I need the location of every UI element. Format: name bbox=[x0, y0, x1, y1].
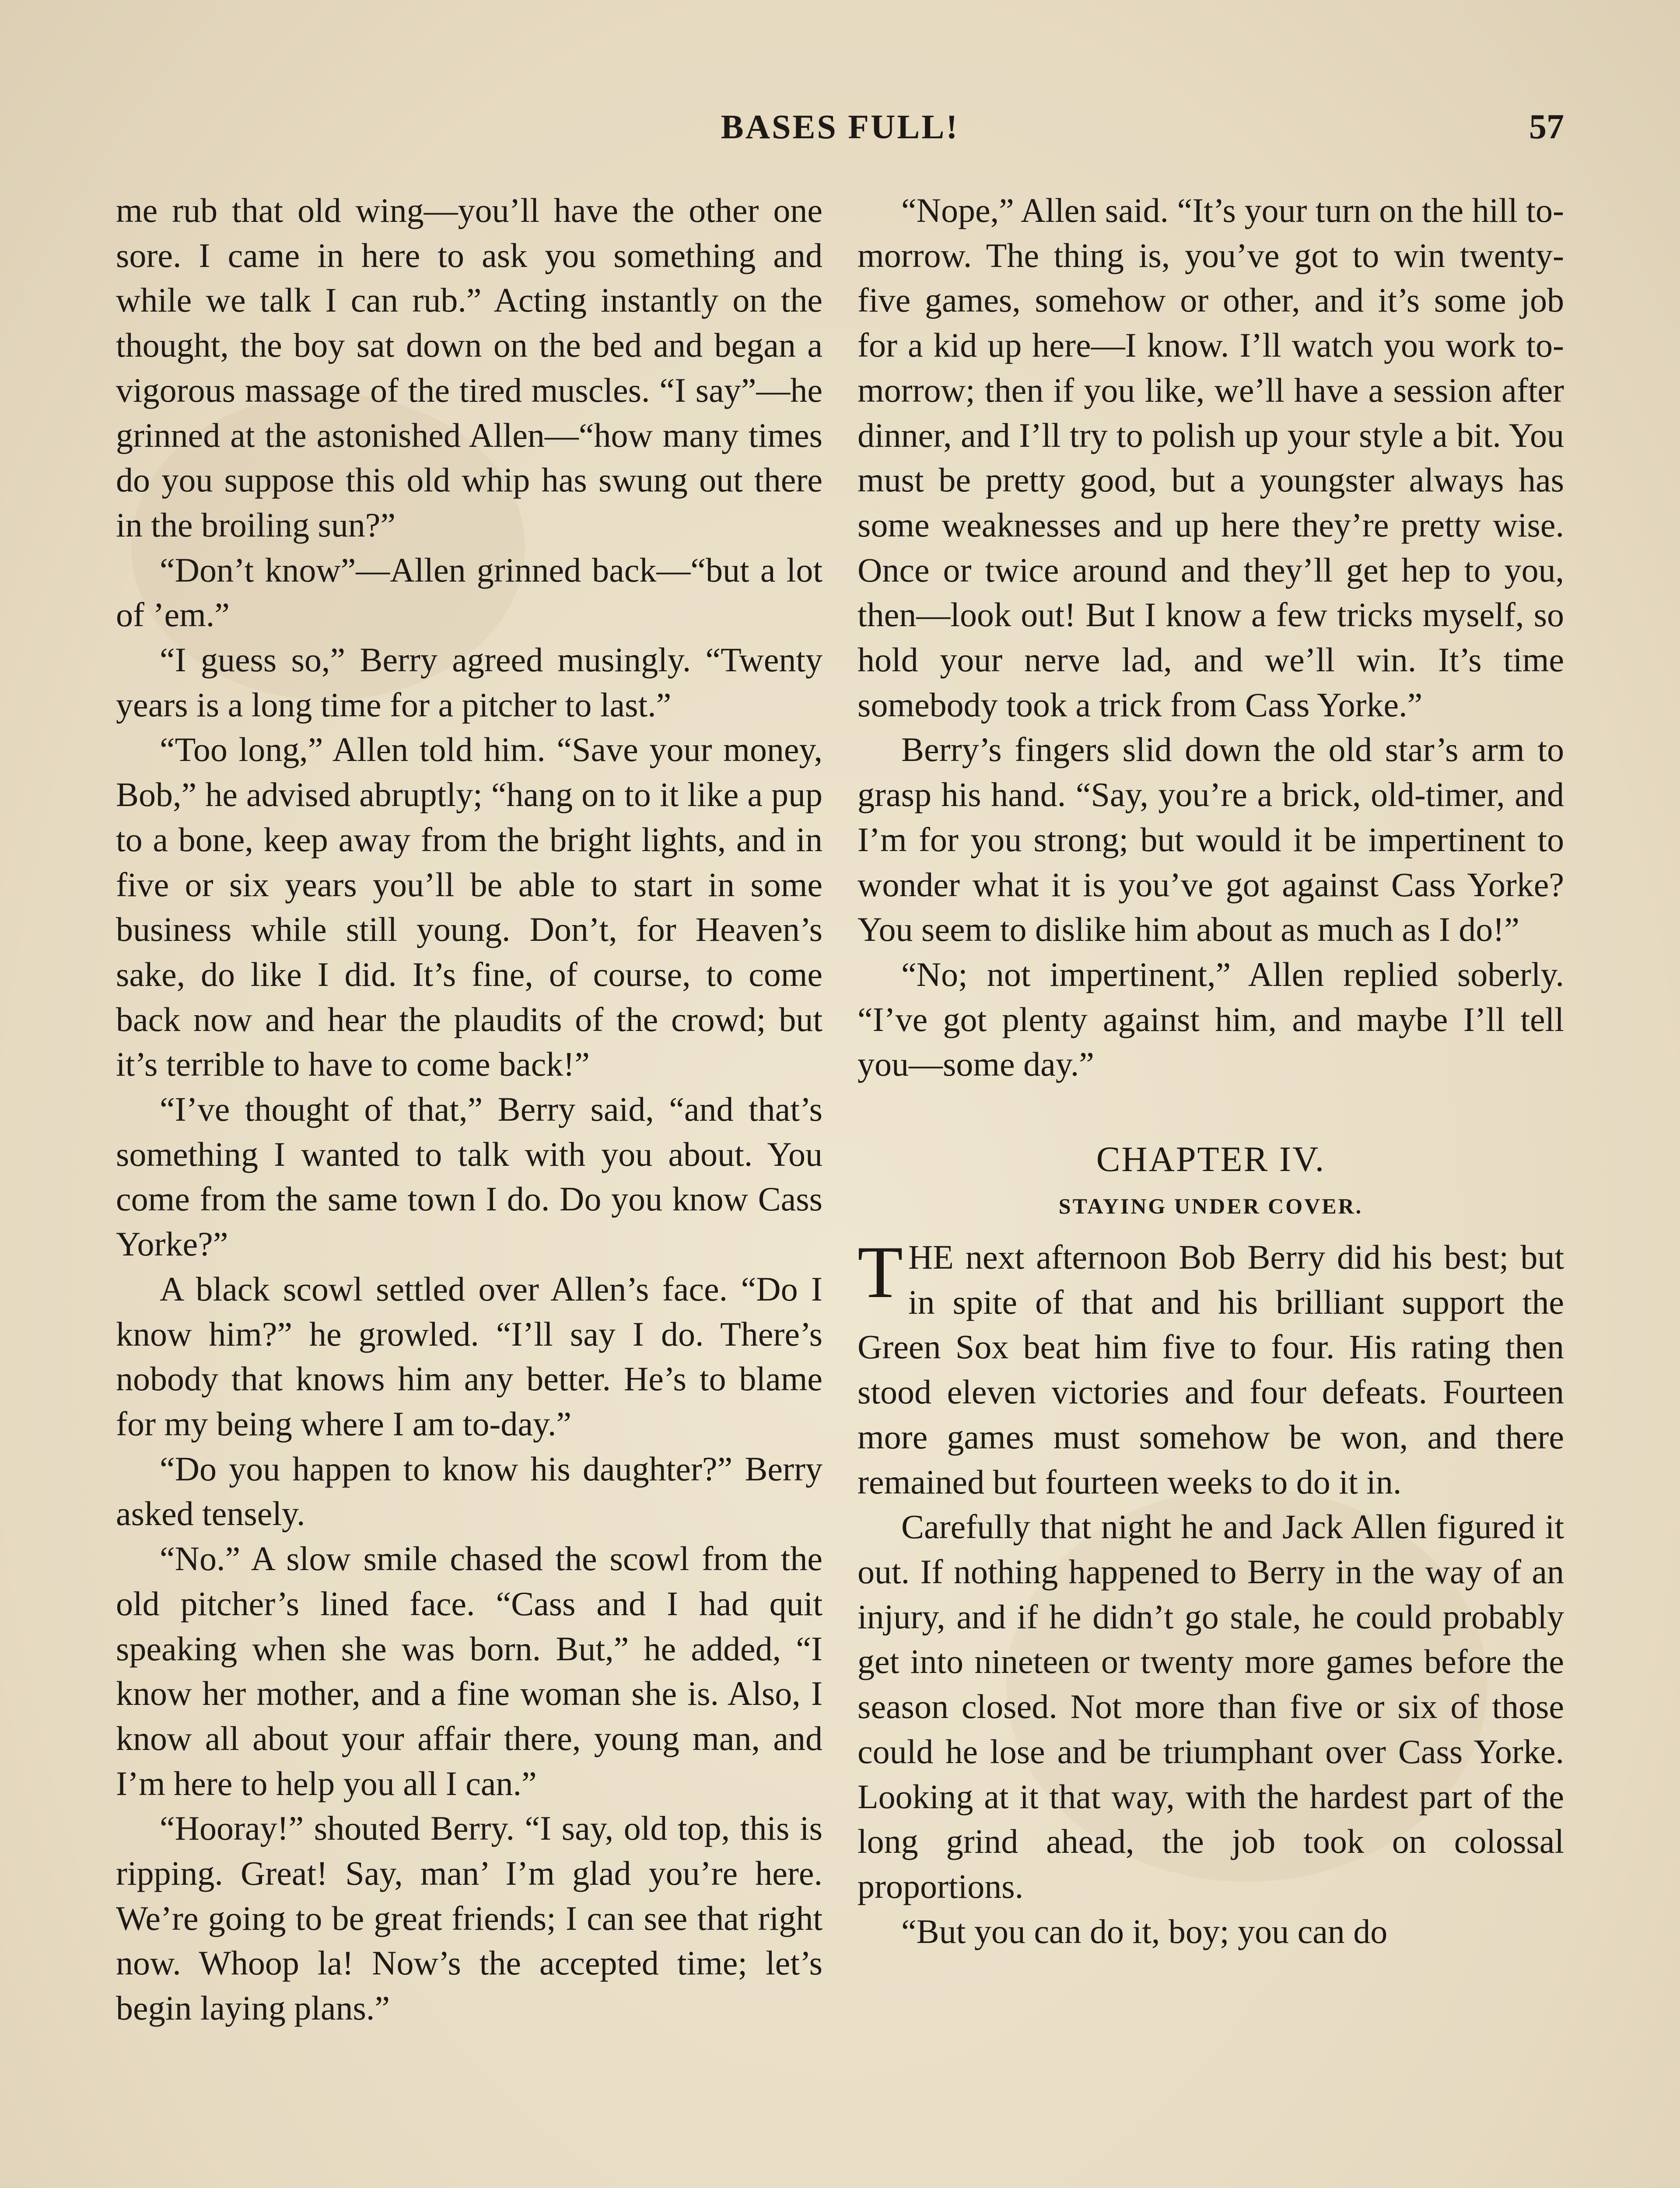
paragraph: “Nope,” Allen said. “It’s your turn on the hill to-morrow. The thing is, you’ve got to win twenty-five games, somehow or other, and it’s some job for a kid up here—I know. I’ll watch you work to-morrow; then if you like, we’ll have a session after dinner, and I’ll try to polish up your style a bit. You must be pretty good, but a youngster always has some weaknesses and up here they’re pretty wise. Once or twice around and they’ll get hep to you, then—look out! But I know a few tricks myself, so hold your nerve lad, and we’ll win. It’s time somebody took a trick from Cass Yorke.” bbox=[858, 191, 1564, 724]
text-columns bbox=[116, 188, 1564, 2031]
paragraph: “Too long,” Allen told him. “Save your money, Bob,” he advised abruptly; “hang on to it like a pup to a bone, keep away from the bright lights, and in five or six years you’ll be able to start in some business while still young. Don’t, for Heaven’s sake, do like I did. It’s fine, of course, to come back now and hear the plaudits of the crowd; but it’s terrible to have to come back!” bbox=[116, 730, 822, 1083]
paragraph: “No; not impertinent,” Allen replied soberly. “I’ve got plenty against him, and maybe I’ll tell you—some day.” bbox=[858, 955, 1564, 1083]
paragraph: Carefully that night he and Jack Allen figured it out. If nothing happened to Berry in the way of an injury, and if he didn’t go stale, he could probably get into nineteen or twenty more games before the season closed. Not more than five or six of those could he lose and be triumphant over Cass Yorke. Looking at it that way, with the hardest part of the long grind ahead, the job took on colossal proportions. bbox=[858, 1508, 1564, 1905]
paragraph: “I guess so,” Berry agreed musingly. “Twenty years is a long time for a pitcher to last.” bbox=[116, 641, 822, 724]
chapter-opening-paragraph bbox=[858, 1231, 1564, 1504]
left-column bbox=[116, 188, 822, 2031]
drop-cap: T bbox=[858, 1231, 903, 1314]
paragraph: “I’ve thought of that,” Berry said, “and that’s something I wanted to talk with you about. You come from the same town I do. Do you know Cass Yorke?” bbox=[116, 1090, 822, 1263]
paragraph: me rub that old wing—you’ll have the other one sore. I came in here to ask you something and while we talk I can rub.” Acting instantly on the thought, the boy sat down on the bed and began a vigorous massage of the tired muscles. “I say”—he grinned at the astonished Allen—“how many times do you suppose this old whip has swung out there in the broiling sun?” bbox=[116, 191, 822, 544]
paragraph: “Hooray!” shouted Berry. “I say, old top, this is ripping. Great! Say, man’ I’m glad you’re here. We’re going to be great friends; I can see that right now. Whoop la! Now’s the accepted time; let’s begin laying plans.” bbox=[116, 1809, 822, 2027]
paragraph: “But you can do it, boy; you can do bbox=[901, 1912, 1388, 1950]
paragraph: “Do you happen to know his daughter?” Berry asked tensely. bbox=[116, 1449, 822, 1533]
paragraph: A black scowl settled over Allen’s face. “Do I know him?” he growled. “I’ll say I do. There’s nobody that knows him any better. He’s to blame for my being where I am to-day.” bbox=[116, 1269, 822, 1443]
page-number: 57 bbox=[1529, 108, 1564, 146]
chapter-opening-text: HE next afternoon Bob Berry did his best; but in spite of that and his brilliant support the Green Sox beat him five to four. His rating then stood eleven victories and four defeats. Fourteen more games must somehow be won, and there remained but fourteen weeks to do it in. bbox=[858, 1238, 1564, 1501]
right-column bbox=[858, 188, 1564, 2031]
running-title: BASES FULL! bbox=[721, 108, 959, 146]
paragraph: “No.” A slow smile chased the scowl from the old pitcher’s lined face. “Cass and I had quit speaking when she was born. But,” he added, “I know her mother, and a fine woman she is. Also, I know all about your affair there, young man, and I’m here to help you all I can.” bbox=[116, 1539, 822, 1802]
chapter-subtitle: STAYING UNDER COVER. bbox=[1058, 1194, 1363, 1219]
paragraph: Berry’s fingers slid down the old star’s arm to grasp his hand. “Say, you’re a brick, old-timer, and I’m for you strong; but would it be impertinent to wonder what it is you’ve got against Cass Yorke? You seem to dislike him about as much as I do!” bbox=[858, 730, 1564, 949]
paragraph: “Don’t know”—Allen grinned back—“but a lot of ’em.” bbox=[116, 551, 822, 634]
chapter-heading: CHAPTER IV. bbox=[1096, 1139, 1326, 1179]
page-header bbox=[116, 107, 1564, 155]
